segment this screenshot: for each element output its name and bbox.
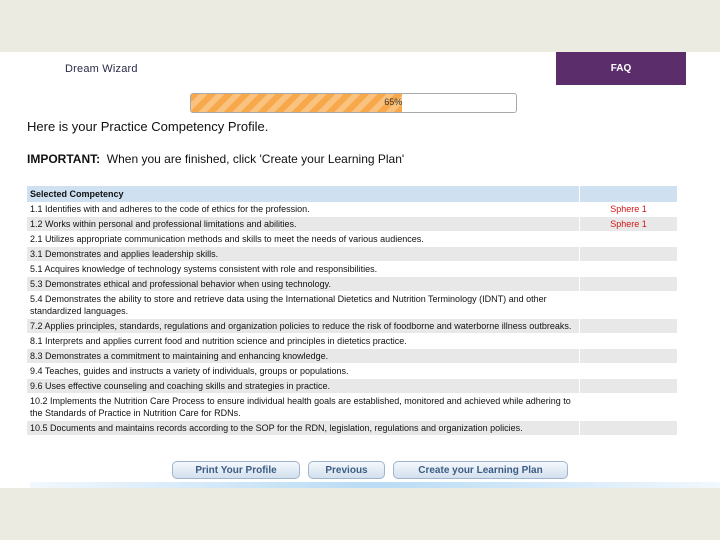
progress-bar [190,93,517,113]
sphere-label: Sphere 1 [580,217,678,232]
app-title: Dream Wizard [65,63,138,75]
competency-text: 10.5 Documents and maintains records according to the SOP for the RDN, legislation, regulations and organization policies. [27,421,580,436]
button-bar [0,461,720,479]
table-row [27,277,678,292]
page [0,52,720,488]
previous-button[interactable]: Previous [308,461,385,479]
important-text: When you are finished, click 'Create your Learning Plan' [106,152,405,166]
table-row [27,379,678,394]
table-row [27,262,678,277]
sphere-label [580,262,678,277]
sphere-label [580,379,678,394]
competency-list [27,202,678,436]
sphere-label [580,334,678,349]
competency-text: 5.4 Demonstrates the ability to store and retrieve data using the International Dietetics and Nutrition Terminology (IDNT) and other standardized languages. [27,292,580,319]
progress-fill [191,94,402,112]
important-label: IMPORTANT: [27,152,101,166]
competency-text: 7.2 Applies principles, standards, regulations and organization policies to reduce the risk of foodborne and waterborne illness outbreaks. [27,319,580,334]
table-row [27,364,678,379]
table-row [27,247,678,262]
decorative-stripe [30,482,720,488]
progress-label: 65% [384,97,403,107]
competency-text: 8.3 Demonstrates a commitment to maintaining and enhancing knowledge. [27,349,580,364]
sphere-label [580,421,678,436]
sphere-label [580,394,678,421]
print-profile-button[interactable]: Print Your Profile [172,461,300,479]
competency-text: 5.1 Acquires knowledge of technology systems consistent with role and responsibilities. [27,262,580,277]
competency-text: 1.2 Works within personal and professional limitations and abilities. [27,217,580,232]
competency-text: 1.1 Identifies with and adheres to the code of ethics for the profession. [27,202,580,217]
table-row [27,217,678,232]
sphere-label [580,349,678,364]
table-row [27,334,678,349]
page-title: Here is your Practice Competency Profile. [27,119,269,134]
competency-text: 3.1 Demonstrates and applies leadership skills. [27,247,580,262]
table-row [27,319,678,334]
table-row [27,232,678,247]
table-row [27,421,678,436]
faq-button[interactable]: FAQ [556,52,686,85]
create-learning-plan-button[interactable]: Create your Learning Plan [393,461,568,479]
competency-text: 9.4 Teaches, guides and instructs a variety of individuals, groups or populations. [27,364,580,379]
table-row [27,202,678,217]
competency-table [27,186,678,436]
competency-text: 5.3 Demonstrates ethical and professional behavior when using technology. [27,277,580,292]
column-header-competency: Selected Competency [27,186,580,202]
sphere-label: Sphere 1 [580,202,678,217]
important-note [27,152,404,166]
sphere-label [580,292,678,319]
sphere-label [580,277,678,292]
table-row [27,349,678,364]
competency-text: 2.1 Utilizes appropriate communication methods and skills to meet the needs of various audiences. [27,232,580,247]
sphere-label [580,247,678,262]
competency-text: 8.1 Interprets and applies current food and nutrition science and principles in dietetics practice. [27,334,580,349]
table-row [27,394,678,421]
column-header-sphere [580,186,678,202]
sphere-label [580,364,678,379]
competency-text: 9.6 Uses effective counseling and coaching skills and strategies in practice. [27,379,580,394]
sphere-label [580,232,678,247]
competency-text: 10.2 Implements the Nutrition Care Process to ensure individual health goals are established, monitored and achieved while adhering to the Standards of Practice in Nutrition Care for RDNs. [27,394,580,421]
table-row [27,292,678,319]
sphere-label [580,319,678,334]
